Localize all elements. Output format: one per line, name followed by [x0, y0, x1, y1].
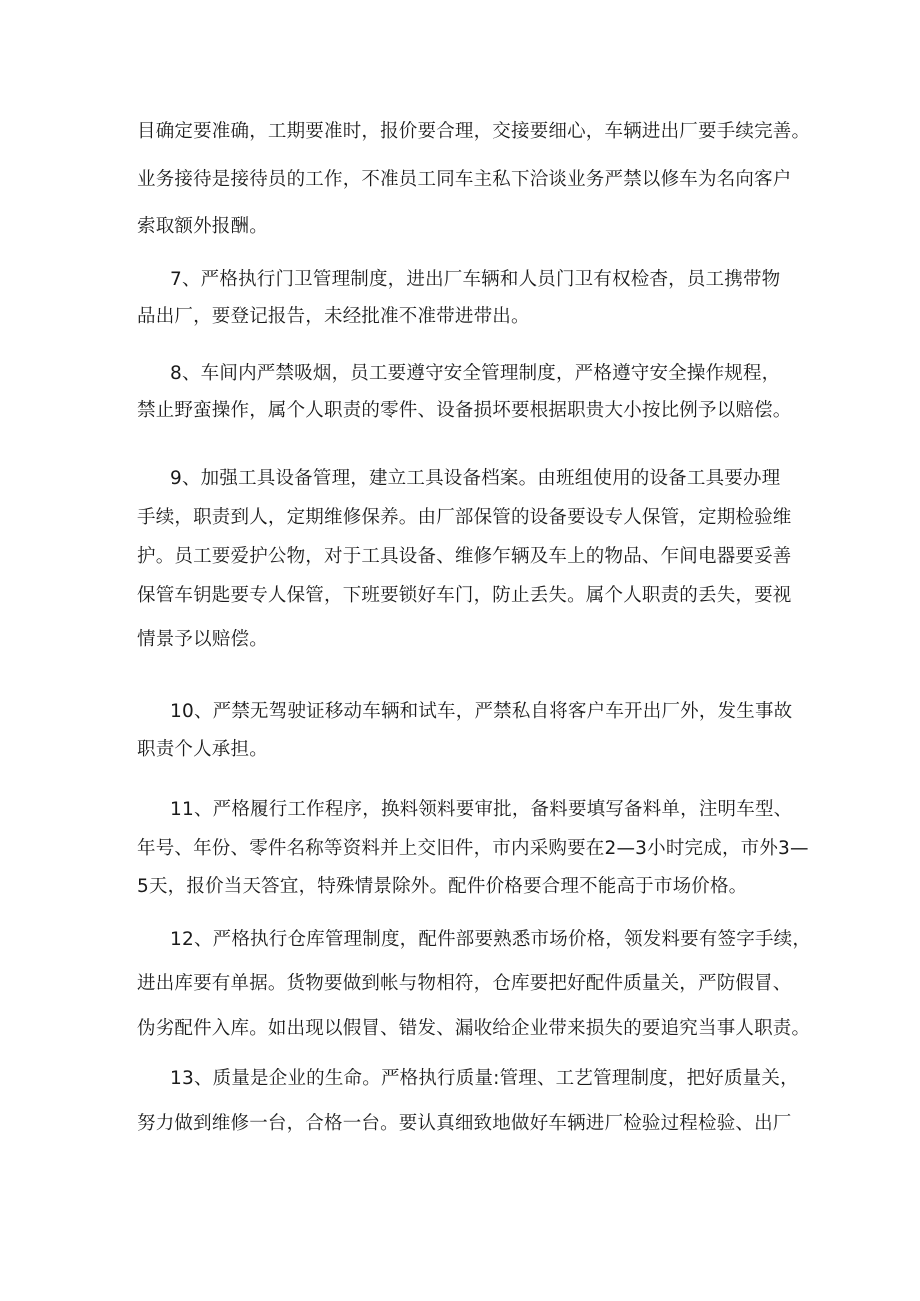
text-line: 努力做到维修一台，合格一台。要认真细致地做好车辆进厂检验过程检验、出厂 — [137, 1113, 792, 1134]
text-line: 7、严格执行门卫管理制度，进出厂车辆和人员门卫有权检杳，员工携带物 — [170, 269, 781, 290]
text-line: 13、质量是企业的生命。严格执行质量:管理、工艺管理制度，把好质量关， — [170, 1068, 799, 1089]
text-line: 伪劣配件入库。如出现以假冒、错发、漏收给企业带来损失的要追究当事人职责。 — [137, 1018, 811, 1039]
text-line: 12、严格执行仓库管理制度，配件部要熟悉市场价格，领发料要有签字手续， — [170, 929, 812, 950]
text-line: 5天，报价当天答宜，特殊情景除外。配件价格要合理不能高于市场价格。 — [137, 876, 748, 897]
text-line: 情景予以赔偿。 — [137, 629, 268, 650]
text-line: 索取额外报酬。 — [137, 216, 268, 237]
text-line: 目确定要准确，工期要准时，报价要合理，交接要细心，车辆进出厂要手续完善。 — [137, 121, 811, 142]
text-line: 业务接待是接待员的工作，不准员工同车主私下洽谈业务严禁以修车为名向客户 — [137, 169, 792, 190]
text-line: 11、严格履行工作程序，换料领料要审批，备料要填写备料单，注明车型、 — [170, 799, 793, 820]
text-line: 保管车钥匙要专人保管，下班要锁好车门，防止丢失。属个人职责的丢失，要视 — [137, 585, 792, 606]
text-line: 9、加强工具设备管理，建立工具设备档案。由班组使用的设备工具要办理 — [170, 468, 781, 489]
text-line: 禁止野蛮操作，属个人职责的零件、设备损坏要根据职贵大小按比例予以赔偿。 — [137, 400, 792, 421]
text-line: 年号、年份、零件名称等资料并上交旧件，市内采购要在2—3小时完成，市外3— — [137, 838, 809, 859]
text-line: 8、车间内严禁吸烟，员工要遵守安全管理制度，严格遵守安全操作规程， — [170, 363, 781, 384]
text-line: 进出库要有单据。货物要做到帐与物相符，仓库要把好配件质量关，严防假冒、 — [137, 973, 792, 994]
text-line: 品出厂，要登记报告，未经批准不准带进带出。 — [137, 306, 530, 327]
text-line: 手续，职责到人，定期维修保养。由厂部保管的设备要设专人保管，定期检验维 — [137, 507, 792, 528]
text-line: 10、严禁无驾驶证移动车辆和试车，严禁私自将客户车开出厂外，发生事故 — [170, 701, 793, 722]
text-line: 职责个人承担。 — [137, 739, 268, 760]
text-line: 护。员工要爱护公物，对于工具设备、维修乍辆及车上的物品、乍间电器要妥善 — [137, 546, 792, 567]
